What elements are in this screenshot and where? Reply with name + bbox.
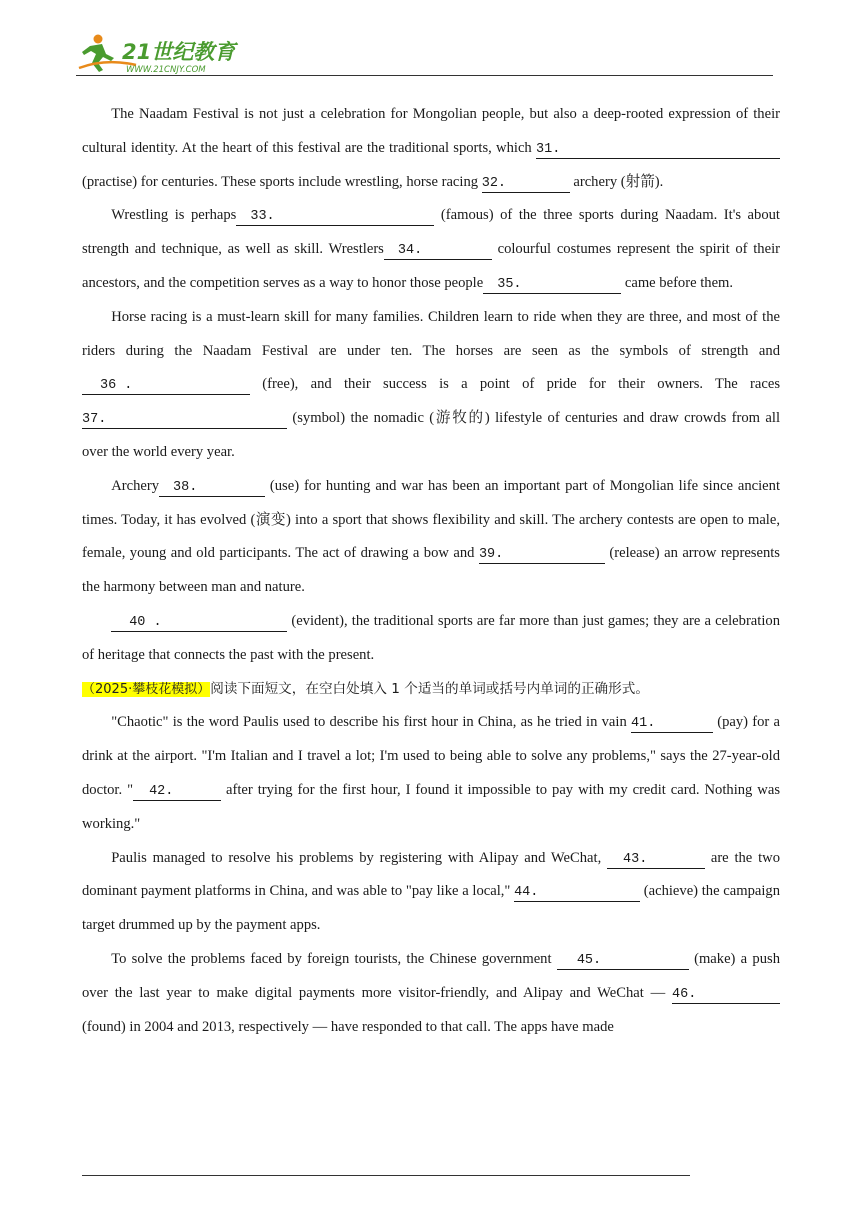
paragraph-government <box>82 943 780 1044</box>
text: colourful costumes represent the spirit of their ancestors, and the competition serves as a way to honor those people <box>82 241 780 291</box>
text: (famous) of the three sports during Naadam. It's about strength and technique, as well as skill. Wrestlers <box>82 207 780 258</box>
source-tag: （2025·攀枝花模拟） <box>82 681 211 697</box>
blank-34[interactable]: 34. <box>384 242 492 260</box>
text: (symbol) the nomadic (游牧的) lifestyle of centuries and draw crowds from all over the world every year. <box>82 410 780 460</box>
blank-38[interactable]: 38. <box>159 479 265 497</box>
paragraph-archery <box>82 470 780 605</box>
footer-divider <box>82 1175 690 1176</box>
paragraph-alipay-wechat <box>82 842 780 943</box>
header-divider <box>76 75 773 76</box>
blank-32[interactable]: 32. <box>482 175 570 193</box>
blank-43[interactable]: 43. <box>607 851 705 869</box>
text: came before them. <box>621 274 734 291</box>
page-header <box>76 32 776 82</box>
section-instruction <box>82 673 780 707</box>
text: Archery <box>111 477 159 494</box>
text: archery (射箭). <box>569 173 664 190</box>
blank-39[interactable]: 39. <box>479 546 605 564</box>
paragraph-conclusion <box>82 605 780 673</box>
blank-36[interactable]: 36 . <box>82 377 250 395</box>
blank-33[interactable]: 33. <box>236 208 434 226</box>
paragraph-chaotic <box>82 706 780 841</box>
text: Paulis managed to resolve his problems by registering with Alipay and WeChat, <box>111 849 602 866</box>
paragraph-horse-racing <box>82 301 780 470</box>
blank-40[interactable]: 40 . <box>111 614 287 632</box>
paragraph-naadam-intro <box>82 98 780 199</box>
blank-31[interactable]: 31. <box>536 141 780 159</box>
text: are the two dominant payment platforms in China, and was able to "pay like a local," <box>82 849 780 900</box>
blank-37[interactable]: 37. <box>82 411 287 429</box>
text: To solve the problems faced by foreign tourists, the Chinese government <box>111 950 552 967</box>
text: (evident), the traditional sports are far more than just games; they are a celebration of heritage that connects the past with the present. <box>82 612 780 663</box>
text: Wrestling is perhaps <box>111 207 237 224</box>
instruction-text: 阅读下面短文，在空白处填入 1 个适当的单词或括号内单词的正确形式。 <box>210 680 649 697</box>
blank-35[interactable]: 35. <box>483 276 621 294</box>
text: "Chaotic" is the word Paulis used to describe his first hour in China, as he tried in vain <box>111 714 627 731</box>
text: (practise) for centuries. These sports include wrestling, horse racing <box>82 173 479 190</box>
text: after trying for the first hour, I found it impossible to pay with my credit card. Nothing was working." <box>82 781 781 832</box>
text: (release) an arrow represents the harmony between man and nature. <box>82 545 780 596</box>
document-body <box>82 98 780 1044</box>
svg-text:21世纪教育: 21世纪教育 <box>122 40 236 64</box>
running-figure-logo-icon <box>76 32 256 76</box>
blank-41[interactable]: 41. <box>631 715 713 733</box>
text: (use) for hunting and war has been an important part of Mongolian life since ancient times. Today, it has evolved (演变) into a sport that shows flexibility and skill. The archery contests are open to male, female, young and old participants. The act of drawing a bow and <box>82 477 780 562</box>
blank-46[interactable]: 46. <box>672 986 780 1004</box>
blank-42[interactable]: 42. <box>133 783 221 801</box>
text: (found) in 2004 and 2013, respectively — have responded to that call. The apps have made <box>82 1018 614 1035</box>
svg-text:WWW.21CNJY.COM: WWW.21CNJY.COM <box>126 65 206 75</box>
text: Horse racing is a must-learn skill for many families. Children learn to ride when they are three, and most of the riders during the Naadam Festival are under ten. The horses are seen as the symbols of strength and <box>82 308 780 359</box>
text: (make) a push over the last year to make digital payments more visitor-friendly, and Alipay and WeChat — <box>82 950 780 1001</box>
text: The Naadam Festival is not just a celebration for Mongolian people, but also a deep-rooted expression of their cultural identity. At the heart of this festival are the traditional sports, which <box>82 106 780 156</box>
blank-45[interactable]: 45. <box>557 952 689 970</box>
text: (free), and their success is a point of pride for their owners. The races <box>250 376 780 393</box>
blank-44[interactable]: 44. <box>514 884 640 902</box>
text: (achieve) the campaign target drummed up by the payment apps. <box>82 883 780 934</box>
text: (pay) for a drink at the airport. "I'm Italian and I travel a lot; I'm used to being able to solve any problems," says the 27-year-old doctor. " <box>82 714 781 798</box>
paragraph-wrestling <box>82 199 780 300</box>
